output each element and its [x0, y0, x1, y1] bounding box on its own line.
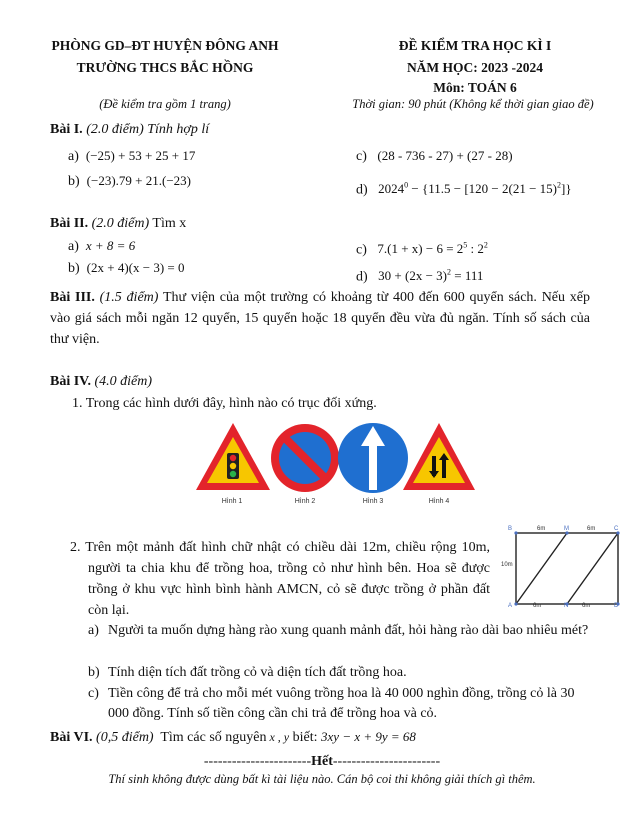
parallelogram-figure — [500, 524, 630, 612]
end-marker: -----------------------Hết----------------------- — [203, 754, 441, 769]
len-bot2: 6m — [582, 603, 591, 609]
bai3: Bài III. (1.5 điểm) Thư viện của một trường có khoảng từ 400 đến 600 quyển sách. Nếu xếp vào giá sách mỗi ngăn 12 quyển, 15 quyển hoặc 18 quyển đều vừa đủ ngăn. Tính số sách của thư viện. — [50, 290, 591, 347]
school-name: TRƯỜNG THCS BẮC HỒNG — [76, 60, 254, 75]
dept-name: PHÒNG GD–ĐT HUYỆN ĐÔNG ANH — [51, 38, 279, 53]
len-top1: 6m — [537, 526, 546, 532]
point-a: A — [508, 603, 513, 609]
q2c-label: c) — [88, 686, 99, 701]
bai4-q1: 1. Trong các hình dưới đây, hình nào có trục đối xứng. — [72, 396, 377, 411]
point-d: D — [614, 603, 619, 609]
len-side: 10m — [501, 562, 513, 568]
traffic-signs — [195, 420, 475, 496]
exam-time: Thời gian: 90 phút (Không kể thời gian giao đề) — [352, 97, 594, 111]
sign-two-way-icon — [403, 423, 475, 490]
point-b: B — [508, 526, 513, 532]
point-c: C — [614, 526, 619, 532]
bai6: Bài VI. (0,5 điểm) Tìm các số nguyên x , y biết: 3xy − x + 9y = 68 — [50, 729, 416, 745]
bai4-q2: 2. Trên một mảnh đất hình chữ nhật có chiều dài 12m, chiều rộng 10m, người ta chia khu để trồng hoa, trồng cỏ như hình bên. Hoa sẽ được trồng ở khu vực hình bình hành AMCN, cỏ sẽ được trồng ở phần đất còn lại. — [70, 540, 490, 618]
sign-no-parking-icon — [271, 424, 339, 492]
len-top2: 6m — [587, 526, 596, 532]
bai4-heading: Bài IV. (4.0 điểm) — [50, 374, 153, 389]
bai1-heading: Bài I. (2.0 điểm) Tính hợp lí — [50, 122, 210, 137]
sign-traffic-light-icon — [196, 423, 270, 490]
q2a-label: a) — [88, 623, 99, 638]
bai2-a: a) x + 8 = 6 — [68, 238, 136, 254]
exam-title: ĐỀ KIỂM TRA HỌC KÌ I — [398, 38, 552, 53]
caption-hinh-1: Hình 1 — [221, 498, 243, 505]
bai2-d: d) $30 + (2x - 3)^2 = 111$ — [356, 268, 484, 285]
bai2-b: b) (2x + 4)(x − 3) = 0 — [68, 260, 185, 276]
len-bot1: 6m — [533, 603, 542, 609]
footer-note: Thí sinh không được dùng bất kì tài liệu nào. Cán bộ coi thi không giải thích gì thêm. — [108, 772, 536, 786]
bai2-c: c) $7.(1 + x) - 6 = 2^5$ : $2^2$ — [356, 241, 488, 258]
bai1-b: b) (−23).79 + 21.(−23) — [68, 173, 191, 189]
caption-hinh-4: Hình 4 — [428, 498, 450, 505]
school-year: NĂM HỌC: 2023 -2024 — [406, 60, 544, 75]
caption-hinh-3: Hình 3 — [362, 498, 384, 505]
q2b: Tính diện tích đất trồng cỏ và diện tích đất trồng hoa. — [108, 665, 407, 680]
q2b-label: b) — [88, 665, 100, 680]
q2a: Người ta muốn dựng hàng rào xung quanh mảnh đất, hỏi hàng rào dài bao nhiêu mét? — [108, 623, 589, 638]
bai1-c: c) (28 - 736 - 27) + (27 - 28) — [356, 148, 513, 164]
sign-straight-ahead-icon — [338, 423, 408, 493]
point-n: N — [564, 603, 569, 609]
subject: Môn: TOÁN 6 — [433, 80, 517, 95]
bai1-a: a) (−25) + 53 + 25 + 17 — [68, 148, 196, 164]
pages-note: (Đề kiểm tra gồm 1 trang) — [99, 97, 231, 111]
bai2-heading: Bài II. (2.0 điểm) Tìm x — [50, 216, 187, 231]
bai1-d: d) $2024^0 - \{11.5 - [120 - 2(21 - 15)^2]\}$ — [356, 181, 572, 198]
point-m: M — [564, 526, 569, 532]
q2c: Tiền công để trả cho mỗi mét vuông trồng hoa là 40 000 nghìn đồng, trồng cỏ là 30 000 đồng. Tính số tiền công cần chi trả để trồng hoa và cỏ. — [108, 686, 575, 721]
caption-hinh-2: Hình 2 — [294, 498, 316, 505]
